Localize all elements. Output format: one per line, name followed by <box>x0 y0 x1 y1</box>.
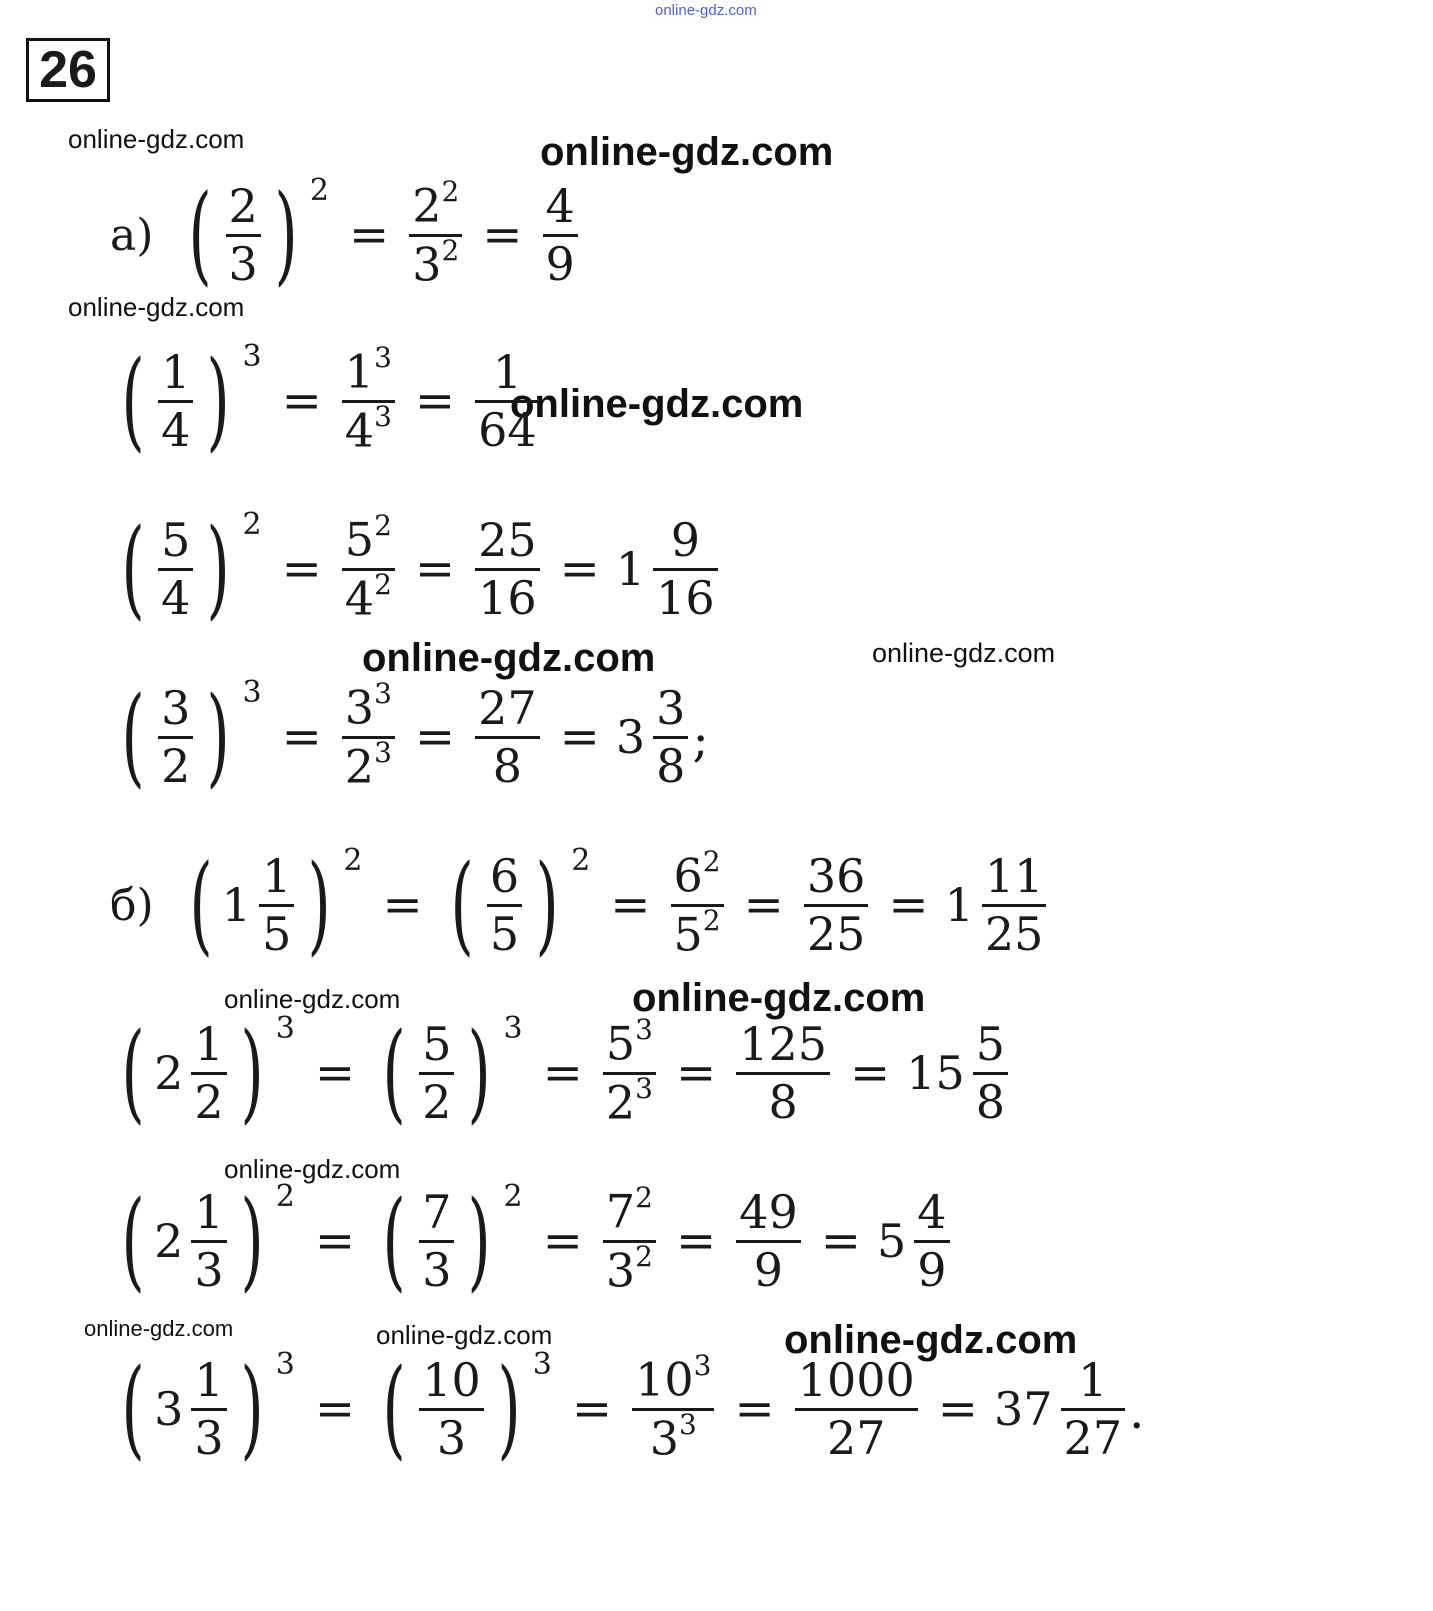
improper-base-power: ( $\frac{6}{5}$ ) 2 <box>450 842 591 967</box>
power-fraction: $\frac{2^2}{3^2}$ <box>409 182 462 287</box>
watermark: online-gdz.com <box>376 1320 553 1350</box>
watermark: online-gdz.com <box>10 1580 17 1581</box>
part-b-line-2: ( 2 $\frac{1}{2}$ ) 3 = ( $\frac{5}{2}$ ) 3 = $\frac{5^3}{2^3}$ = $\frac{125}{8}$ = 15 $\frac{5}{8}$ <box>110 998 1012 1148</box>
part-b-line-1: б) ( 1 $\frac{1}{5}$ ) 2 = ( $\frac{6}{5}$ ) 2 = $\frac{6^2}{5^2}$ = $\frac{36}{25}$ = 1 $\frac{11}{25}$ <box>110 830 1050 980</box>
mixed-fraction: $\frac{9}{16}$ <box>653 517 718 622</box>
part-a-line-4: ( $\frac{3}{2}$ ) 3 = $\frac{3^3}{2^3}$ = $\frac{27}{8}$ = 3 $\frac{3}{8}$ ; <box>121 674 709 799</box>
watermark: online-gdz.com <box>540 130 834 174</box>
watermark: online-gdz.com <box>784 1318 1078 1362</box>
mixed-base-power: ( 1 $\frac{1}{5}$ ) 2 <box>189 842 363 967</box>
base-fraction: $\frac{2}{3}$ <box>226 183 261 288</box>
base-power: ( $\frac{1}{4}$ ) 3 <box>121 338 262 463</box>
equals-sign: = <box>482 207 523 263</box>
mixed-whole: 1 <box>615 542 646 596</box>
part-a-line-1 <box>110 160 582 310</box>
exponent: 2 <box>309 173 329 208</box>
watermark: online-gdz.com <box>510 382 804 426</box>
part-a-line-3: ( $\frac{5}{4}$ ) 2 = $\frac{5^2}{4^2}$ = $\frac{25}{16}$ = 1 $\frac{9}{16}$ <box>110 494 722 644</box>
part-a-line-2: ( $\frac{1}{4}$ ) 3 = $\frac{1^3}{4^3}$ = $\frac{1}{64}$ <box>110 326 544 476</box>
result-fraction: $\frac{1}{64}$ <box>475 349 540 454</box>
watermark: online-gdz.com <box>84 1316 234 1341</box>
top-watermark: online-gdz.com <box>655 2 757 19</box>
equals-sign: = <box>348 207 390 263</box>
watermark: online-gdz.com <box>68 124 245 154</box>
watermark: online-gdz.com <box>362 636 656 680</box>
power-fraction: $\frac{1^3}{4^3}$ <box>342 348 395 453</box>
watermark: online-gdz.com <box>224 984 401 1014</box>
base-power: ( $\frac{2}{3}$ ) 2 <box>188 172 329 297</box>
watermark: online-gdz.com <box>68 292 245 322</box>
part-b-label: б) <box>110 879 154 931</box>
watermark: online-gdz.com <box>224 1154 401 1184</box>
watermark: online-gdz.com <box>872 638 1056 668</box>
result-fraction: $\frac{4}{9}$ <box>543 183 578 288</box>
exercise-number: 26 <box>26 38 110 102</box>
part-b-line-3: ( 2 $\frac{1}{3}$ ) 2 = ( $\frac{7}{3}$ ) 2 = $\frac{7^2}{3^2}$ = $\frac{49}{9}$ = 5 $\frac{4}{9}$ <box>110 1166 954 1316</box>
part-b-line-4: ( 3 $\frac{1}{3}$ ) 3 = ( $\frac{10}{3}$ ) 3 = $\frac{10^3}{3^3}$ = $\frac{1000}{27}$ = 37 $\frac{1}{27}$ . <box>121 1346 1145 1471</box>
line-end-punctuation: ; <box>692 712 709 768</box>
watermark: online-gdz.com <box>632 976 926 1020</box>
part-a-label: а) <box>110 209 154 261</box>
